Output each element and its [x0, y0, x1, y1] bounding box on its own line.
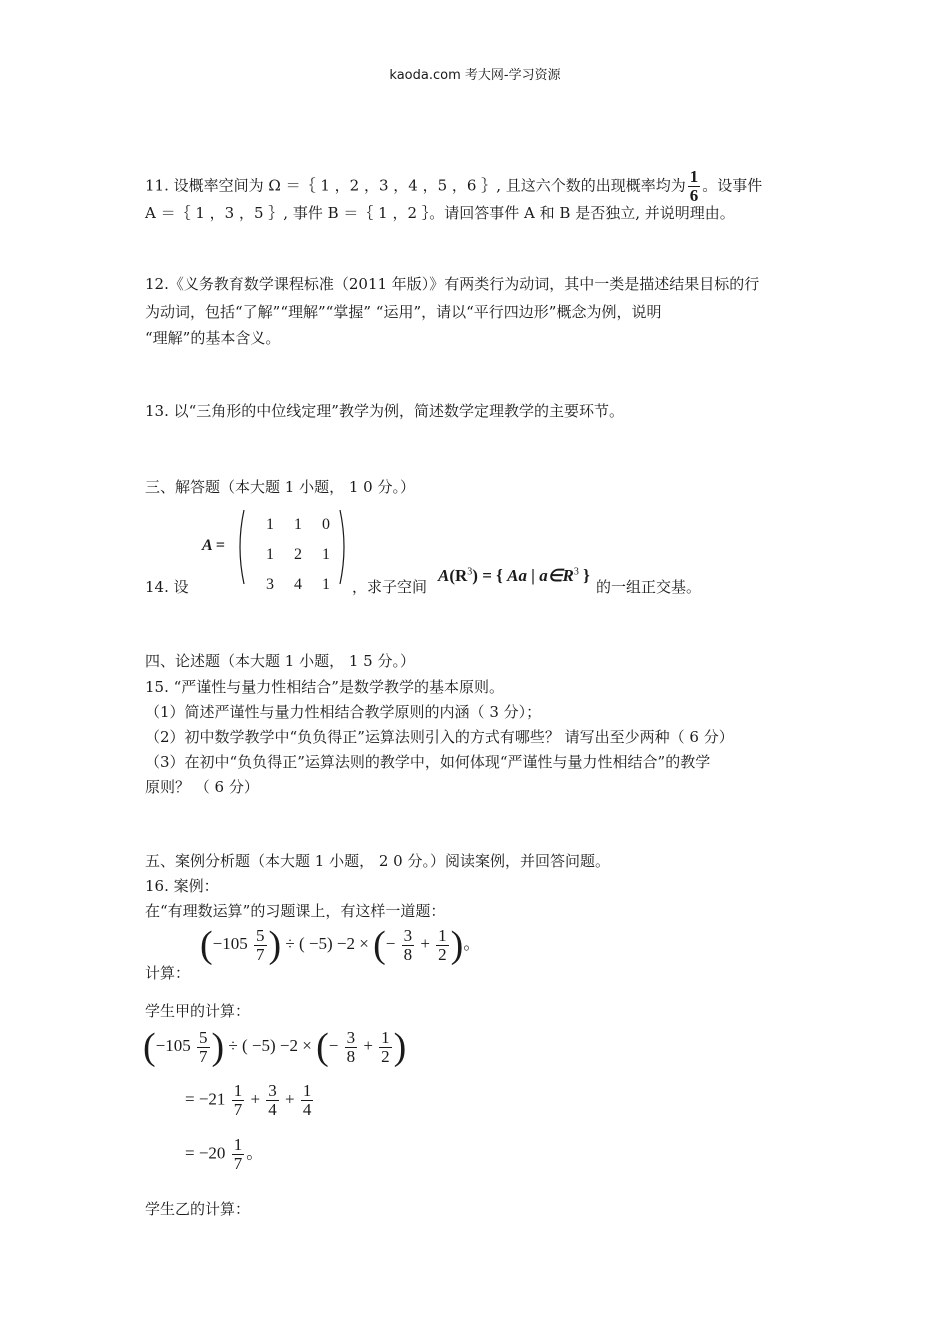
q12-line1: 12.《义务教育数学课程标准（2011 年版）》有两类行为动词，其中一类是描述结果目标的行 [145, 275, 760, 293]
student-a-label: 学生甲的计算： [145, 1002, 251, 1020]
section5-title: 五、案例分析题（本大题 1 小题， 2 0 分。）阅读案例，并回答问题。 [145, 852, 610, 870]
q15-part2: （2）初中数学教学中“负负得正”运算法则引入的方式有哪些？ 请写出至少两种（ 6 分） [145, 728, 734, 746]
page-header: kaoda.com 考大网-学习资源 [389, 68, 561, 83]
student-a-step1: = −21 $\frac{1}{7}$ + $\frac{3}{4}$ + $\frac{1}{4}$ [185, 1081, 312, 1119]
q11-line2: A ＝｛ 1 ，3 ，5 ｝, 事件 B ＝｛ 1 ，2 ｝。请回答事件 A 和 B 是否独立, 并说明理由。 [145, 204, 735, 222]
q12-line2: 为动词，包括“了解”“理解”“掌握” “运用”，请以“平行四边形”概念为例，说明 [145, 303, 662, 321]
q15-line: 15. “严谨性与量力性相结合”是数学教学的基本原则。 [145, 678, 504, 696]
student-a-step2: = −20 $\frac{1}{7}$ 。 [185, 1135, 264, 1173]
matrix-row: 3 4 1 [266, 576, 330, 593]
matrix-A [234, 506, 350, 593]
q15-part1: （1）简述严谨性与量力性相结合教学原则的内涵（ 3 分）； [145, 703, 542, 721]
section4-title: 四、论述题（本大题 1 小题， 1 5 分。） [145, 652, 415, 670]
fraction-one-sixth: $\frac{1}{6}$ [689, 167, 699, 205]
student-b-label: 学生乙的计算： [145, 1200, 251, 1218]
q16-line: 16. 案例： [145, 877, 219, 895]
q12-line3: “理解”的基本含义。 [145, 329, 281, 347]
q11-line1: 11. 设概率空间为 Ω ＝｛ 1 ，2 ，3 ，4 ，5 ，6 ｝, 且这六个数的出现概率均为 $\frac{1}{6}$ 。设事件 [145, 167, 763, 205]
q13-line1: 13. 以“三角形的中位线定理”教学为例，简述数学定理教学的主要环节。 [145, 402, 624, 420]
q14-prefix: 14. 设 [145, 578, 189, 596]
q15-part3b: 原则？ （ 6 分） [145, 778, 259, 796]
q16-intro: 在“有理数运算”的习题课上，有这样一道题： [145, 902, 446, 920]
q14-end: 的一组正交基。 [596, 578, 702, 596]
q15-part3a: （3）在初中“负负得正”运算法则的教学中，如何体现“严谨性与量力性相结合”的教学 [145, 753, 711, 771]
matrix-row: 1 2 1 [266, 546, 330, 563]
matrix-row: 1 1 0 [266, 516, 330, 533]
subspace-expression: $A(R^3)$ = { Aa | $a\in R^3$ } [438, 566, 590, 585]
section3-title: 三、解答题（本大题 1 小题， 1 0 分。） [145, 478, 415, 496]
problem-expression: (−105 $\frac{5}{7}$ ) ÷ ( −5) −2 × (− $\frac{3}{8}$ + $\frac{1}{2}$ )。 [200, 924, 481, 966]
q14-mid: ，求子空间 [352, 578, 428, 596]
student-a-expression: (−105 $\frac{5}{7}$ ) ÷ ( −5) −2 × (− $\frac{3}{8}$ + $\frac{1}{2}$ ) [143, 1026, 407, 1068]
calc-label: 计算： [145, 964, 191, 982]
matrix-label: A = [202, 537, 225, 554]
